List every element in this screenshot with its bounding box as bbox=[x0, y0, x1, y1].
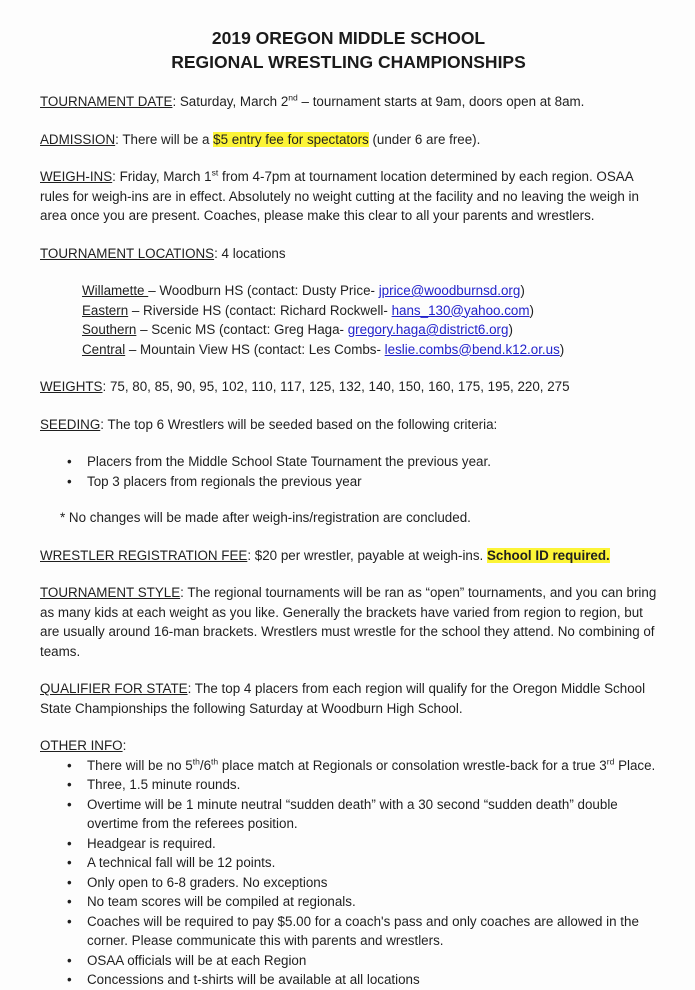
section-weigh-ins bbox=[40, 167, 657, 226]
text-segment: – tournament starts at 9am, doors open at 8am. bbox=[297, 94, 585, 109]
text-segment: : The regional tournaments will be ran as “open” tournaments, and you can bring as many kids at each weight as you like. Generally the brackets have varied from region to region, but are usually around 16-man brackets. Wrestlers must wrestle for the school they attend. No combining of teams. bbox=[40, 585, 657, 659]
text-segment: : The top 4 placers from each region will qualify for the Oregon Middle School State Championships the following Saturday at Woodburn High School. bbox=[40, 681, 646, 716]
other-info-bullet bbox=[40, 892, 657, 912]
text-segment: Three, 1.5 minute rounds. bbox=[87, 777, 241, 792]
document-title-line2: REGIONAL WRESTLING CHAMPIONSHIPS bbox=[171, 52, 526, 72]
locations-list bbox=[82, 281, 657, 359]
text-segment: Central bbox=[82, 341, 126, 357]
text-segment: : $20 per wrestler, payable at weigh-ins. bbox=[247, 547, 487, 563]
other-info-bullet bbox=[40, 912, 657, 951]
text-segment: WEIGH-INS bbox=[40, 169, 113, 184]
text-segment: A technical fall will be 12 points. bbox=[87, 855, 276, 870]
other-info-bullet bbox=[40, 795, 657, 834]
text-segment: nd bbox=[288, 92, 298, 103]
section-registration-fee bbox=[40, 546, 657, 566]
text-segment: rd bbox=[606, 756, 615, 767]
text-segment: ADMISSION bbox=[40, 131, 116, 147]
text-segment: Concessions and t-shirts will be available at all locations bbox=[87, 972, 420, 987]
text-segment: : 4 locations bbox=[214, 245, 286, 261]
section-weights bbox=[40, 377, 657, 397]
text-segment: ) bbox=[508, 322, 513, 337]
location-row-eastern bbox=[82, 301, 657, 321]
text-segment: – Woodburn HS (contact: Dusty Price- bbox=[148, 283, 379, 298]
text-segment: Eastern bbox=[82, 302, 129, 318]
section-admission bbox=[40, 130, 657, 150]
text-segment: : Friday, March 1 bbox=[112, 169, 212, 184]
text-segment: TOURNAMENT DATE bbox=[40, 94, 173, 109]
text-segment: : There will be a bbox=[115, 131, 214, 147]
text-segment: : The top 6 Wrestlers will be seeded based on the following criteria: bbox=[100, 416, 498, 432]
text-segment: WRESTLER REGISTRATION FEE bbox=[40, 547, 248, 563]
text-segment: There will be no 5 bbox=[87, 757, 193, 773]
location-row-willamette bbox=[82, 281, 657, 301]
section-tournament-style bbox=[40, 583, 657, 661]
text-segment: WEIGHTS bbox=[40, 379, 103, 394]
text-segment: TOURNAMENT LOCATIONS bbox=[40, 245, 215, 261]
text-segment: School ID required. bbox=[487, 547, 610, 563]
other-info-bullet-list bbox=[40, 756, 657, 990]
text-segment: ) bbox=[529, 302, 534, 318]
text-segment: Placers from the Middle School State Tournament the previous year. bbox=[87, 454, 491, 469]
text-segment: /6 bbox=[199, 757, 212, 773]
text-segment: Headgear is required. bbox=[87, 835, 216, 851]
other-info-bullet bbox=[40, 873, 657, 893]
text-segment: QUALIFIER FOR STATE bbox=[40, 681, 188, 696]
location-row-central bbox=[82, 340, 657, 360]
text-segment: : bbox=[122, 738, 127, 753]
text-segment: OSAA officials will be at each Region bbox=[87, 952, 307, 968]
other-info-bullet bbox=[40, 775, 657, 795]
section-seeding-heading bbox=[40, 415, 657, 435]
email-link-willamette[interactable]: jprice@woodburnsd.org bbox=[378, 283, 521, 298]
section-tournament-locations-heading bbox=[40, 244, 657, 264]
text-segment: : 75, 80, 85, 90, 95, 102, 110, 117, 125, 132, 140, 150, 160, 175, 195, 220, 275 bbox=[102, 379, 570, 394]
email-link-eastern[interactable]: hans_130@yahoo.com bbox=[391, 302, 530, 318]
other-info-bullet bbox=[40, 834, 657, 854]
section-other-info-heading bbox=[40, 736, 657, 756]
text-segment: Southern bbox=[82, 322, 137, 337]
other-info-bullet bbox=[40, 951, 657, 971]
document-title-line1: 2019 OREGON MIDDLE SCHOOL bbox=[211, 28, 486, 48]
text-segment: th bbox=[211, 756, 219, 767]
location-row-southern bbox=[82, 320, 657, 340]
text-segment: Only open to 6-8 graders. No exceptions bbox=[87, 874, 328, 890]
text-segment: – Scenic MS (contact: Greg Haga- bbox=[136, 322, 348, 337]
text-segment: OTHER INFO bbox=[40, 738, 123, 753]
text-segment: ) bbox=[559, 341, 565, 357]
text-segment: st bbox=[211, 167, 219, 178]
text-segment: Overtime will be 1 minute neutral “sudden death” with a 30 second “sudden death” double overtime from the referees position. bbox=[87, 796, 618, 831]
text-segment: ) bbox=[520, 283, 525, 298]
text-segment: Place. bbox=[614, 757, 656, 773]
other-info-bullet bbox=[40, 853, 657, 873]
text-segment: $5 entry fee for spectators bbox=[213, 131, 369, 147]
section-tournament-date bbox=[40, 92, 657, 112]
email-link-central[interactable]: leslie.combs@bend.k12.or.us bbox=[384, 341, 560, 357]
text-segment: – Riverside HS (contact: Richard Rockwell- bbox=[128, 302, 392, 318]
text-segment: No team scores will be compiled at regionals. bbox=[87, 894, 356, 909]
text-segment: th bbox=[192, 756, 200, 767]
email-link-southern[interactable]: gregory.haga@district6.org bbox=[347, 322, 509, 337]
other-info-bullet bbox=[40, 756, 657, 776]
text-segment: SEEDING bbox=[40, 416, 101, 432]
text-segment: TOURNAMENT STYLE bbox=[40, 585, 181, 600]
seeding-note bbox=[60, 508, 657, 528]
text-segment: place match at Regionals or consolation wrestle-back for a true 3 bbox=[218, 757, 607, 773]
section-qualifier-for-state bbox=[40, 679, 657, 718]
text-segment: from 4-7pm at tournament location determined by each region. OSAA rules for weigh-ins are in effect. Absolutely no weight cutting at the facility and no leaving the weigh in area once you are present. Coaches, please make this clear to all your parents and wrestlers. bbox=[40, 169, 639, 223]
text-segment: (under 6 are free). bbox=[368, 131, 481, 147]
text-segment: Willamette bbox=[82, 283, 149, 298]
other-info-bullet bbox=[40, 970, 657, 990]
text-segment: Top 3 placers from regionals the previous year bbox=[87, 473, 362, 489]
document-title bbox=[40, 26, 657, 74]
text-segment: : Saturday, March 2 bbox=[172, 94, 289, 109]
seeding-bullet bbox=[40, 472, 657, 492]
text-segment: – Mountain View HS (contact: Les Combs- bbox=[125, 341, 385, 357]
text-segment: * No changes will be made after weigh-ins/registration are concluded. bbox=[60, 510, 471, 525]
text-segment: Coaches will be required to pay $5.00 for a coach's pass and only coaches are allowed in the corner. Please communicate this with parents and wrestlers. bbox=[87, 913, 639, 948]
seeding-bullet bbox=[40, 452, 657, 472]
seeding-bullet-list bbox=[40, 452, 657, 491]
